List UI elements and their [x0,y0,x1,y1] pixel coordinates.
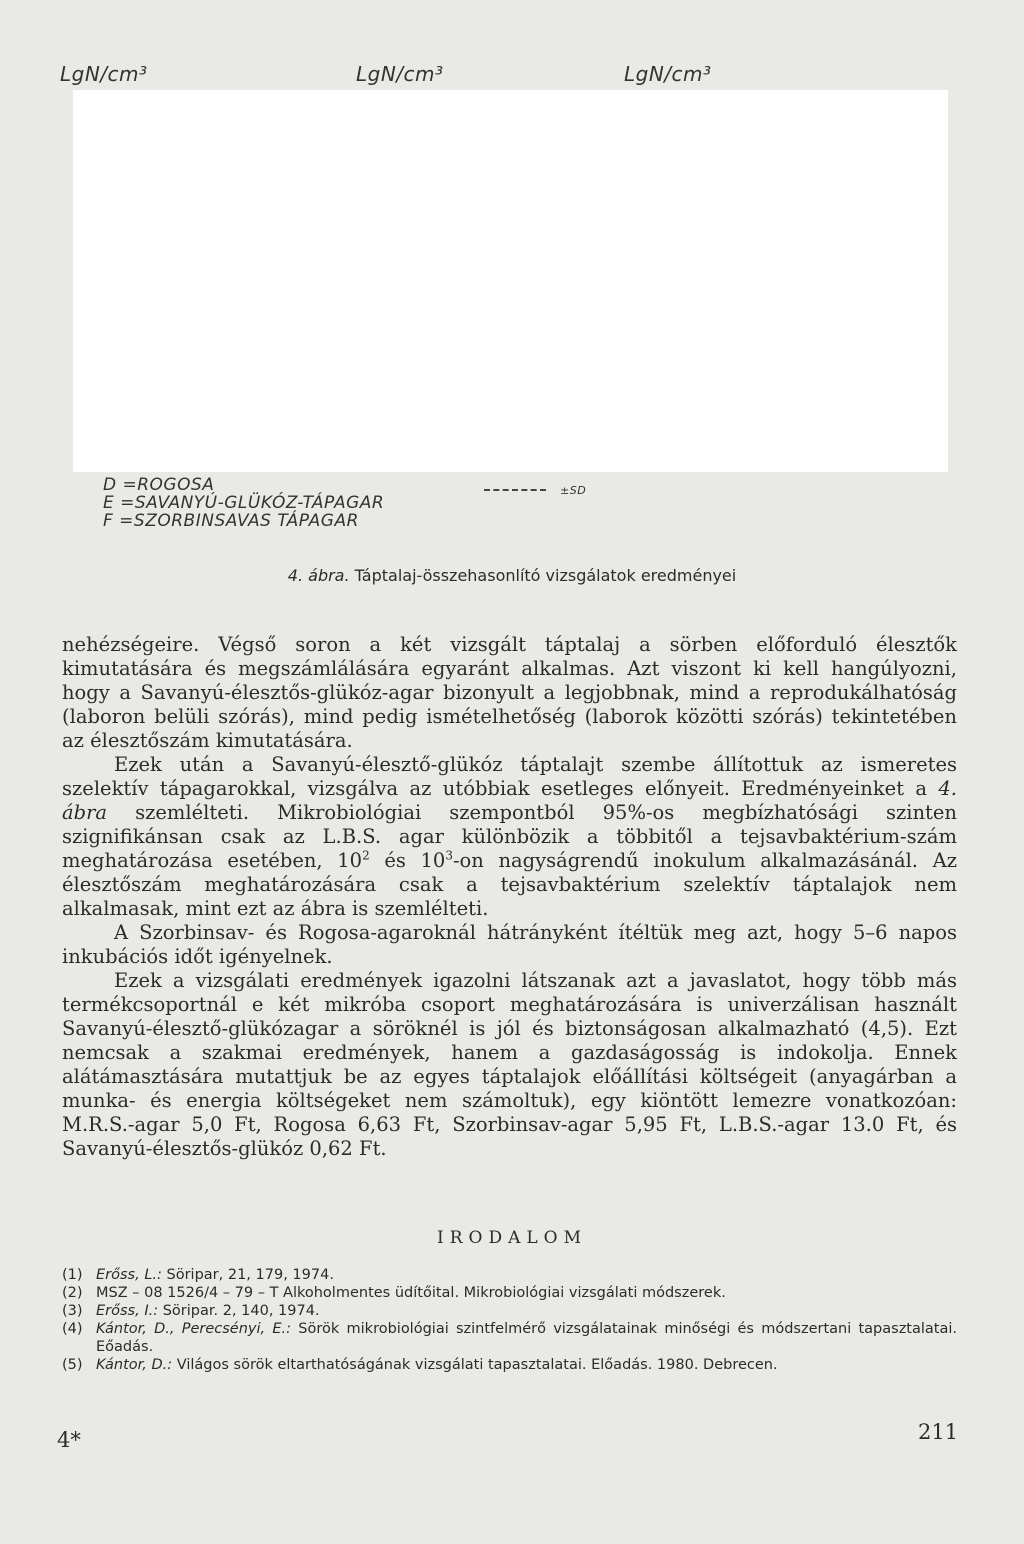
reference-item: (4) Kántor, D., Perecsényi, E.: Sörök mikrobiológiai szintfelmérő vizsgálatainak minőségi és módszertani tapasztalatai. Eőadás. [62,1321,957,1355]
reference-item: (5) Kántor, D.: Világos sörök eltarthatóságának vizsgálati tapasztalatai. Előadás. 1980. Debrecen. [62,1357,778,1373]
legend-item-e: E =SAVANYÚ-GLÜKÓZ-TÁPAGAR [103,493,385,513]
sd-legend [484,479,586,498]
caption-number: 4. ábra. [287,566,350,585]
paragraph-1: nehézségeire. Végső soron a két vizsgált táptalaj a sörben előforduló élesztők kimutatására és megszámlálására egyaránt alkalmas. Azt viszont ki kell hangúlyozni, hogy a Savanyú-élesztős-glükóz-agar bizonyult a legjobbnak, mind a reprodukálhatóság (laboron belüli szórás), mind pedig ismételhetőség (laborok közötti szórás) tekintetében az élesztőszám kimutatására. [62,633,957,752]
legend-item-f: F =SZORBINSAVAS TÁPAGAR [103,511,359,531]
paragraph-4: Ezek a vizsgálati eredmények igazolni látszanak azt a javaslatot, hogy több más termékcsoportnál e két mikróba csoport meghatározására is univerzálisan használt Savanyú-élesztő-glükózagar a söröknél is jól és biztonságosan alkalmazható (4,5). Ezt nemcsak a szakmai eredmények, hanem a gazdaságosság is indokolja. Ennek alátámasztására mutattjuk be az egyes táptalajok előállítási költségeit (anyagárban a munka- és energia költségeket nem számoltuk), egy kiöntött lemezre vonatkozóan: M.R.S.-agar 5,0 Ft, Rogosa 6,63 Ft, Szorbinsav-agar 5,95 Ft, L.B.S.-agar 13.0 Ft, és Savanyú-élesztős-glükóz 0,62 Ft. [62,969,957,1160]
figure-caption [0,566,1024,585]
references-list [62,1266,957,1374]
paragraph-3: A Szorbinsav- és Rogosa-agaroknál hátrányként ítéltük meg azt, hogy 5–6 napos inkubációs időt igényelnek. [62,921,957,968]
figure-legend [103,476,384,530]
dashed-line-icon [484,489,546,491]
references-title: IRODALOM [437,1228,587,1248]
figure-image-area [73,90,948,472]
signature-mark: 4* [57,1428,81,1452]
y-axis-label-2: LgN/cm³ [356,62,444,86]
y-axis-label-3: LgN/cm³ [624,62,712,86]
page-number: 211 [918,1420,959,1444]
legend-item-d: D =ROGOSA [103,475,215,495]
reference-item: (1) Erőss, L.: Söripar, 21, 179, 1974. [62,1267,334,1283]
body-text [62,633,957,1161]
sd-label: ±SD [560,484,587,497]
y-axis-label-1: LgN/cm³ [60,62,148,86]
reference-item: (3) Erőss, I.: Söripar. 2, 140, 1974. [62,1303,320,1319]
caption-text: Táptalaj-összehasonlító vizsgálatok eredményei [354,566,737,585]
reference-item: (2) MSZ – 08 1526/4 – 79 – T Alkoholmentes üdítőital. Mikrobiológiai vizsgálati módszerek. [62,1285,726,1301]
paragraph-2: Ezek után a Savanyú-élesztő-glükóz táptalajt szembe állítottuk az ismeretes szelektív tápagarokkal, vizsgálva az utóbbiak esetleges előnyeit. Eredményeinket a 4. ábra szemlélteti. Mikrobiológiai szempontból 95%-os megbízhatósági szinten szignifikánsan csak az L.B.S. agar különbözik a többitől a tejsavbaktérium-szám meghatározása esetében, $10^2$ és $10^3-on$ nagyságrendű inokulum alkalmazásánál. Az élesztőszám meghatározására csak a tejsavbaktérium szelektív táptalajok nem alkalmasak, mint ezt az ábra is szemlélteti. [62,753,957,920]
